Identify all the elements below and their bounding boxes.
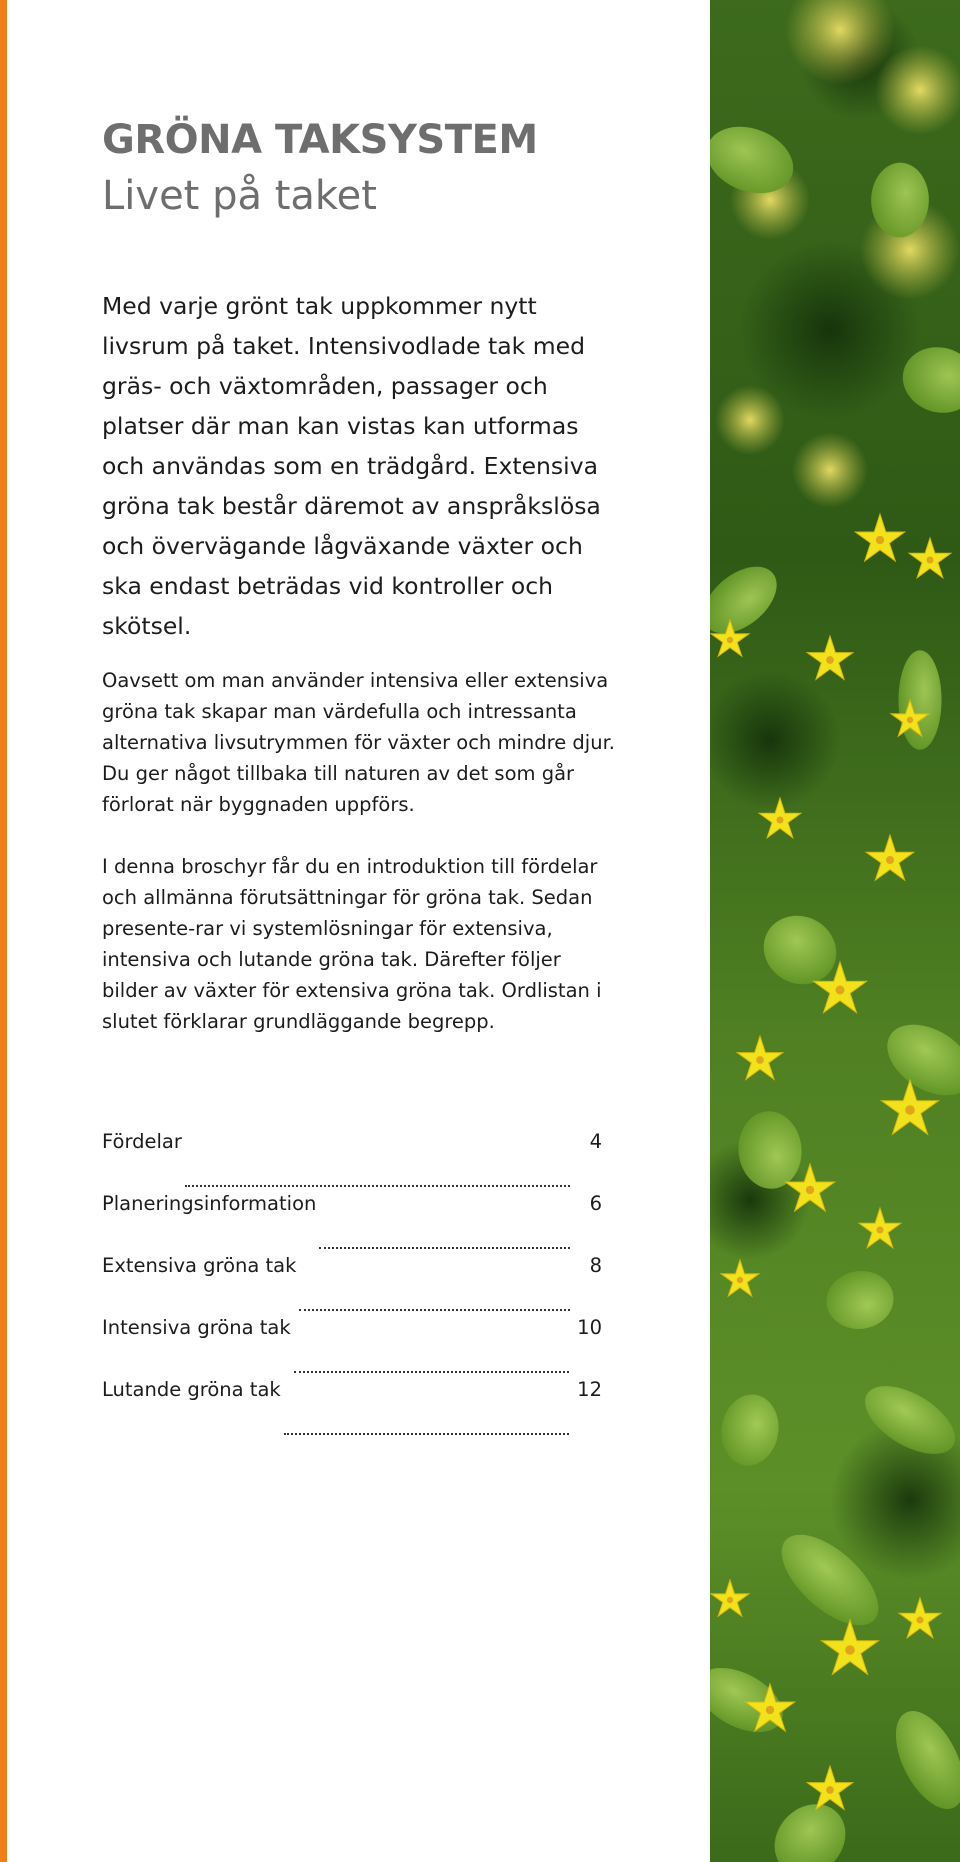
toc-item-lutande[interactable] — [102, 1378, 602, 1440]
flower-center — [845, 1645, 855, 1655]
flower-center — [766, 1706, 774, 1714]
page-subtitle: Livet på taket — [102, 173, 377, 219]
toc-dot-leader — [299, 1309, 570, 1311]
flower-center — [876, 1226, 883, 1233]
flower-center — [836, 986, 845, 995]
toc-item-label: Fördelar — [102, 1130, 182, 1153]
flower-center — [826, 1786, 834, 1794]
flower-center — [907, 717, 913, 723]
toc-item-label: Intensiva gröna tak — [102, 1316, 291, 1339]
flower-center — [826, 656, 834, 664]
blurred-flower — [715, 385, 785, 455]
lead-paragraph: Med varje grönt tak uppkommer nytt livsrum på taket. Intensivodlade tak med gräs- och växtområden, passager och platser där man kan vistas kan utformas och användas som en trädgård. Extensiva gröna tak består däremot av anspråkslösa och övervägande lågväxande växter och ska endast beträdas vid kontroller och skötsel. — [102, 292, 601, 640]
flower-center — [776, 816, 783, 823]
flower-center — [756, 1056, 764, 1064]
toc-item-label: Lutande gröna tak — [102, 1378, 281, 1401]
toc-item-page: 10 — [577, 1316, 602, 1339]
toc-item-fordelar[interactable] — [102, 1130, 602, 1192]
body-paragraph-2: I denna broschyr får du en introduktion till fördelar och allmänna förutsättningar för gröna tak. Sedan presente-rar vi systemlösningar för extensiva, intensiva och lutande gröna tak. Därefter följer bilder av växter för extensiva gröna tak. Ordlistan i slutet förklarar grundläggande begrepp. — [102, 855, 602, 1033]
toc-item-page: 4 — [589, 1130, 602, 1153]
toc-item-page: 12 — [577, 1378, 602, 1401]
flower-center — [926, 556, 933, 563]
toc-dot-leader — [319, 1247, 570, 1249]
toc-item-extensiva[interactable] — [102, 1254, 602, 1316]
table-of-contents — [102, 1130, 602, 1440]
blurred-flower — [792, 432, 868, 508]
flower-center — [876, 536, 884, 544]
toc-item-page: 6 — [589, 1192, 602, 1215]
toc-item-intensiva[interactable] — [102, 1316, 602, 1378]
toc-dot-leader — [185, 1185, 570, 1187]
toc-item-label: Planeringsinformation — [102, 1192, 317, 1215]
toc-item-planeringsinformation[interactable] — [102, 1192, 602, 1254]
flower-center — [806, 1186, 814, 1194]
flower-center — [905, 1105, 915, 1115]
flower-center — [916, 1616, 923, 1623]
toc-item-label: Extensiva gröna tak — [102, 1254, 297, 1277]
flower-center — [727, 637, 733, 643]
toc-dot-leader — [294, 1371, 570, 1373]
flower-center — [727, 1597, 733, 1603]
flower-photo — [710, 0, 960, 1862]
body-paragraph-1: Oavsett om man använder intensiva eller extensiva gröna tak skapar man värdefulla och intressanta alternativa livsutrymmen för växter och mindre djur. Du ger något tillbaka till naturen av det som går förlorat när byggnaden uppförs. — [102, 669, 616, 816]
flower-center — [886, 856, 894, 864]
flower-center — [737, 1277, 743, 1283]
yellow-sedum-flowers-photo-icon — [710, 0, 960, 1862]
orange-accent-bar — [0, 0, 7, 1862]
toc-dot-leader — [284, 1433, 569, 1435]
page-title: GRÖNA TAKSYSTEM — [102, 117, 538, 163]
toc-item-page: 8 — [589, 1254, 602, 1277]
